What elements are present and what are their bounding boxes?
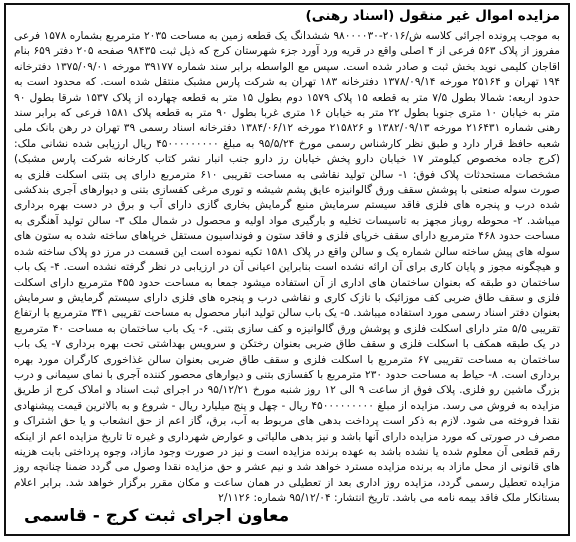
notice-title: مزایده اموال غیر منقول (اسناد رهنی) (305, 8, 560, 24)
auction-notice (4, 3, 570, 536)
notice-body: به موجب پرونده اجرائی کلاسه ش/۲۰۱۶-۹۸۰۰۰۰۳۰ ششدانگ یک قطعه زمین به مساحت ۲۰۳۵ مترمربع بشماره ۱۵۷۸ فرعی مفروز از پلاک ۵۶۳ فرعی از ۴ اصلی واقع در قریه ورد آورد جزء شهرستان کرج که ذیل ثبت ۹۸۴۳۵ صفحه ۲۰۵ دفتر ۶۵۹ بنام اقاجان کلیمی نوید بخش ثبت و صادر شده است. سپس مع الواسطه برابر سند شماره ۳۹۱۷۷ مورخه ۱۳۷۵/۰۹/۰۱ دفترخانه ۱۹۴ تهران و ۲۵۱۶۴ مورخه ۱۳۷۸/۰۹/۱۴ دفترخانه ۱۸۳ تهران به شرکت پارس مشبک منتقل شده است. که محدود است به حدود اربعه: شمالا بطول ۷/۵ متر به قطعه ۱۵ پلاک ۱۵۷۹ دوم بطول ۱۵ متر به قطعه چهارده از پلاک ۱۵۳۷ شرقا بطول ۹۰ متر به خیابان ۱۰ متری جنوبا بطول ۲۲ متر به خیابان ۱۶ متری غربا بطول ۹۰ متر به قطعه پلاک ۱۵۸۱ فرعی که برابر سند رهنی شماره ۲۱۶۴۳۱ مورخه ۱۳۸۲/۰۹/۱۳ و ۲۱۵۸۲۶ مورخه ۱۳۸۴/۰۶/۱۲ دفترخانه اسناد رسمی ۳۹ تهران در رهن بانک ملی شعبه حافظ قرار دارد و طبق نظر کارشناس رسمی مورخ ۹۵/۵/۲۴ به مبلغ ۴۵۰۰۰۰۰۰۰۰۰ ریال ارزیابی شده نشانی ملک: (کرج جاده مخصوص کیلومتر ۱۷ خیابان دارو پخش خیابان رز دارو جنب انبار نشر کتاب کارخانه شرکت پارس مشبک) مشخصات مستحدثات پلاک فوق: ۱- سالن تولید نقاشی به مساحت تقریبی ۶۱۰ مترمربع دارای پی بتنی اسکلت فلزی به صورت سوله صنعتی با پوشش سقف ورق گالوانیزه عایق پشم شیشه و توری مرغی کفسازی بتنی و دیوارهای آجری بندکشی شده درب و پنجره های فلزی فاقد سیستم سرمایش منبع گرمایش بخاری گازی دارای آب و برق در دست بهره برداری میباشد. ۲- محوطه روباز مجهز به تاسیسات تخلیه و بارگیری مواد اولیه و محصول در شمال ملک ۳- سالن تولید آهنگری به مساحت حدود ۴۶۸ مترمربع دارای سقف خرپای فلزی و فاقد ستون و فونداسیون مستقل خرپاهای ساخته شده به ستون های سوله های پیش ساخته سالن شماره یک و سالن واقع در پلاک ۱۵۸۱ تکیه نموده است این قسمت در مرز دو پلاک ساخته شده و هیچگونه مجوز و پایان کاری برای آن ارائه نشده است بنابراین اعیانی آن در ارزیابی در نظر گرفته نشده است. ۴- یک باب ساختمان دو طبقه که بعنوان ساختمان های اداری از آن استفاده میشود جمعا به مساحت حدود ۴۵۵ مترمربع دارای اسکلت فلزی و سقف طاق ضربی کف موزائیک با نازک کاری و نقاشی درب و پنجره های فلزی دارای سیستم گرمایش و سرمایش بعنوان دفتر اسناد رسمی مورد استفاده میباشد. ۵- یک باب سالن تولید انبار محصول به مساحت تقریبی ۳۴۱ مترمربع با ارتفاع تقریبی ۵/۵ متر دارای اسکلت فلزی و پوشش ورق گالوانیزه و کف سازی بتنی. ۶- یک باب ساختمان به مساحت ۴۰ مترمربع در یک طبقه همکف با اسکلت فلزی و سقف طاق ضربی بعنوان رختکن و سرویس بهداشتی تحت بهره برداری ۷- یک باب ساختمان به مساحت تقریبی ۶۷ مترمربع با اسکلت فلزی و سقف طاق ضربی بعنوان سالن غذاخوری کارگران مورد بهره برداری است. ۸- حیاط به مساحت حدود ۲۳۰ مترمربع با کفسازی بتنی و دیوارهای محصور کننده آجری با نمای سیمانی و درب بزرگ ماشین رو فلزی. پلاک فوق از ساعت ۹ الی ۱۲ روز شنبه مورخ ۹۵/۱۲/۲۱ در اجرای ثبت اسناد و املاک کرج از طریق مزایده به فروش می رسد. مزایده از مبلغ ۴۵۰۰۰۰۰۰۰۰۰ ریال - چهل و پنج میلیارد ریال - شروع و به بالاترین قیمت پیشنهادی نقدا فروخته می شود. لازم به ذکر است پرداخت بدهی های مربوط به آب، برق، گاز اعم از حق انشعاب و یا حق اشتراک و مصرف در صورتی که مورد مزایده دارای آنها باشد و نیز بدهی مالیاتی و عوارض شهرداری و غیره تا تاریخ مزایده اعم از اینکه رقم قطعی آن معلوم شده یا نشده باشد به عهده برنده مزایده است و نیز در صورت وجود مازاد، وجوه پرداختی بابت هزینه های قانونی از محل مازاد به برنده مزایده مسترد خواهد شد و نیم عشر و حق مزایده نقدا وصول می گردد ضمنا چنانچه روز مزایده تعطیل رسمی گردد، مزایده روز اداری بعد از تعطیلی در همان ساعت و مکان مقرر برگزار خواهد شد. برابر اعلام بستانکار ملک فاقد بیمه نامه می باشد. تاریخ انتشار: ۹۵/۱۲/۰۴ شماره: ۲/۱۱۲۶ (14, 30, 561, 505)
notice-signature: معاون اجرای ثبت کرج - قاسمی (24, 506, 290, 526)
